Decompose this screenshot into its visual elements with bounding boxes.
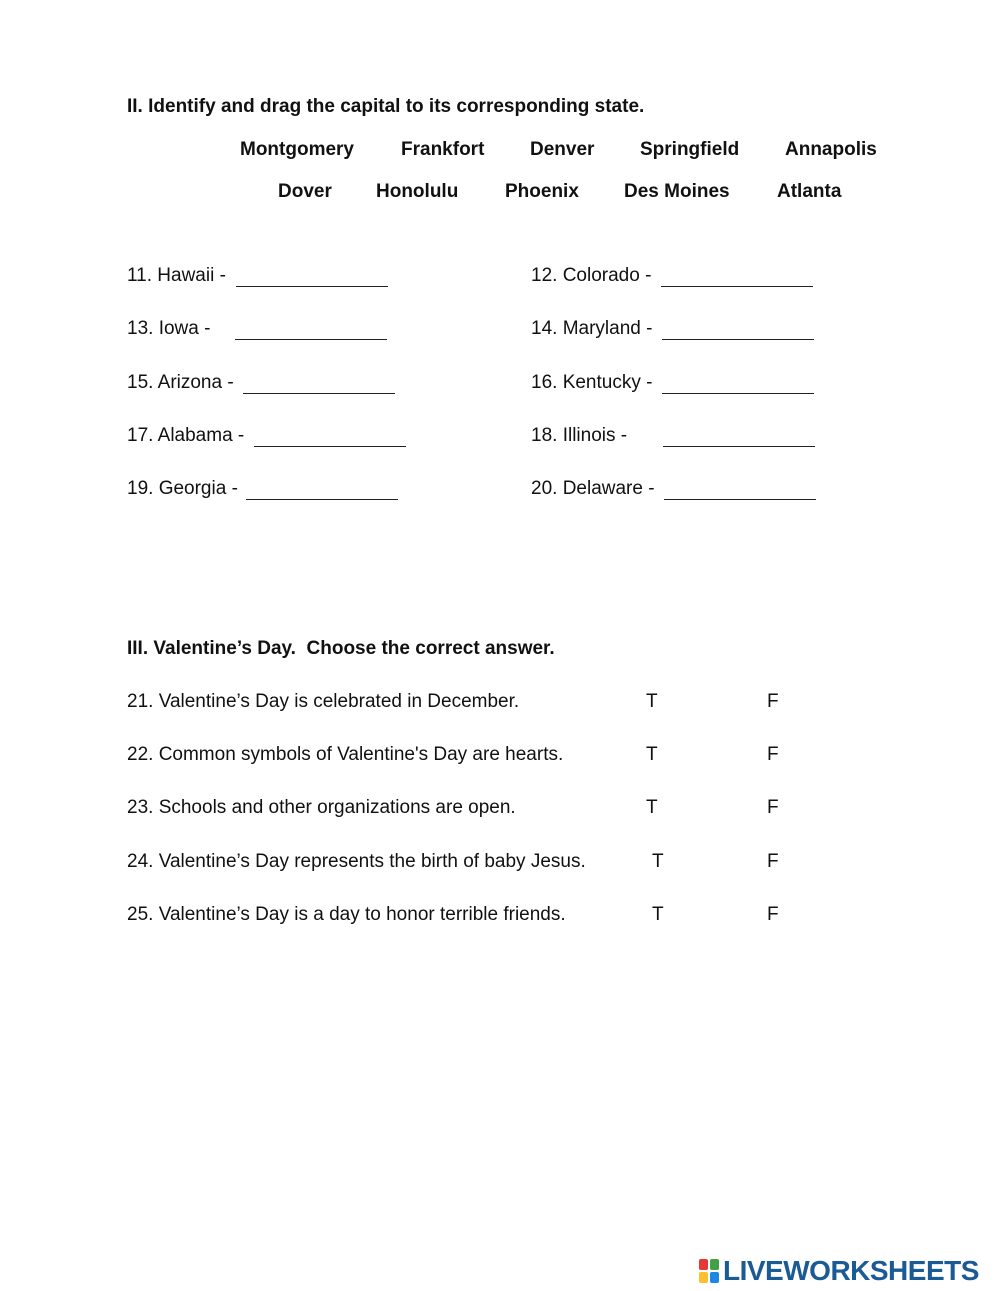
section-3-title: III. Valentine’s Day. Choose the correct answer. [127, 638, 555, 659]
question-16-label: 16. Kentucky - [531, 372, 653, 393]
answer-blank-20[interactable] [664, 479, 816, 500]
question-22-text: 22. Common symbols of Valentine's Day are hearts. [127, 744, 564, 765]
answer-blank-17[interactable] [254, 426, 406, 447]
question-15-label: 15. Arizona - [127, 372, 234, 393]
word-bank-denver[interactable]: Denver [530, 139, 595, 160]
question-18-label: 18. Illinois - [531, 425, 628, 446]
answer-blank-11[interactable] [236, 266, 388, 287]
question-23-false-option[interactable]: F [767, 797, 779, 818]
answer-blank-13[interactable] [235, 319, 387, 340]
logo-blocks-icon [698, 1258, 720, 1284]
section-2-title: II. Identify and drag the capital to its corresponding state. [127, 96, 645, 117]
question-22-true-option[interactable]: T [646, 744, 658, 765]
word-bank-montgomery[interactable]: Montgomery [240, 139, 354, 160]
answer-blank-18[interactable] [663, 426, 815, 447]
question-11-label: 11. Hawaii - [127, 265, 226, 286]
word-bank-frankfort[interactable]: Frankfort [401, 139, 485, 160]
word-bank-phoenix[interactable]: Phoenix [505, 181, 579, 202]
word-bank-annapolis[interactable]: Annapolis [785, 139, 877, 160]
question-23-true-option[interactable]: T [646, 797, 658, 818]
question-22-false-option[interactable]: F [767, 744, 779, 765]
answer-blank-12[interactable] [661, 266, 813, 287]
question-14-label: 14. Maryland - [531, 318, 653, 339]
logo-text: LIVEWORKSHEETS [723, 1255, 979, 1286]
answer-blank-15[interactable] [243, 373, 395, 394]
answer-blank-16[interactable] [662, 373, 814, 394]
question-20-label: 20. Delaware - [531, 478, 655, 499]
word-bank-dover[interactable]: Dover [278, 181, 332, 202]
question-25-false-option[interactable]: F [767, 904, 779, 925]
question-25-true-option[interactable]: T [652, 904, 664, 925]
question-17-label: 17. Alabama - [127, 425, 245, 446]
question-24-true-option[interactable]: T [652, 851, 664, 872]
question-19-label: 19. Georgia - [127, 478, 238, 499]
word-bank-springfield[interactable]: Springfield [640, 139, 740, 160]
answer-blank-19[interactable] [246, 479, 398, 500]
answer-blank-14[interactable] [662, 319, 814, 340]
question-25-text: 25. Valentine’s Day is a day to honor terrible friends. [127, 904, 566, 925]
question-21-true-option[interactable]: T [646, 691, 658, 712]
question-12-label: 12. Colorado - [531, 265, 652, 286]
word-bank-honolulu[interactable]: Honolulu [376, 181, 459, 202]
question-24-text: 24. Valentine’s Day represents the birth of baby Jesus. [127, 851, 586, 872]
liveworksheets-logo [698, 1256, 979, 1286]
question-21-text: 21. Valentine’s Day is celebrated in December. [127, 691, 520, 712]
question-23-text: 23. Schools and other organizations are open. [127, 797, 516, 818]
question-13-label: 13. Iowa - [127, 318, 211, 339]
question-21-false-option[interactable]: F [767, 691, 779, 712]
question-24-false-option[interactable]: F [767, 851, 779, 872]
word-bank-atlanta[interactable]: Atlanta [777, 181, 842, 202]
word-bank-des-moines[interactable]: Des Moines [624, 181, 730, 202]
